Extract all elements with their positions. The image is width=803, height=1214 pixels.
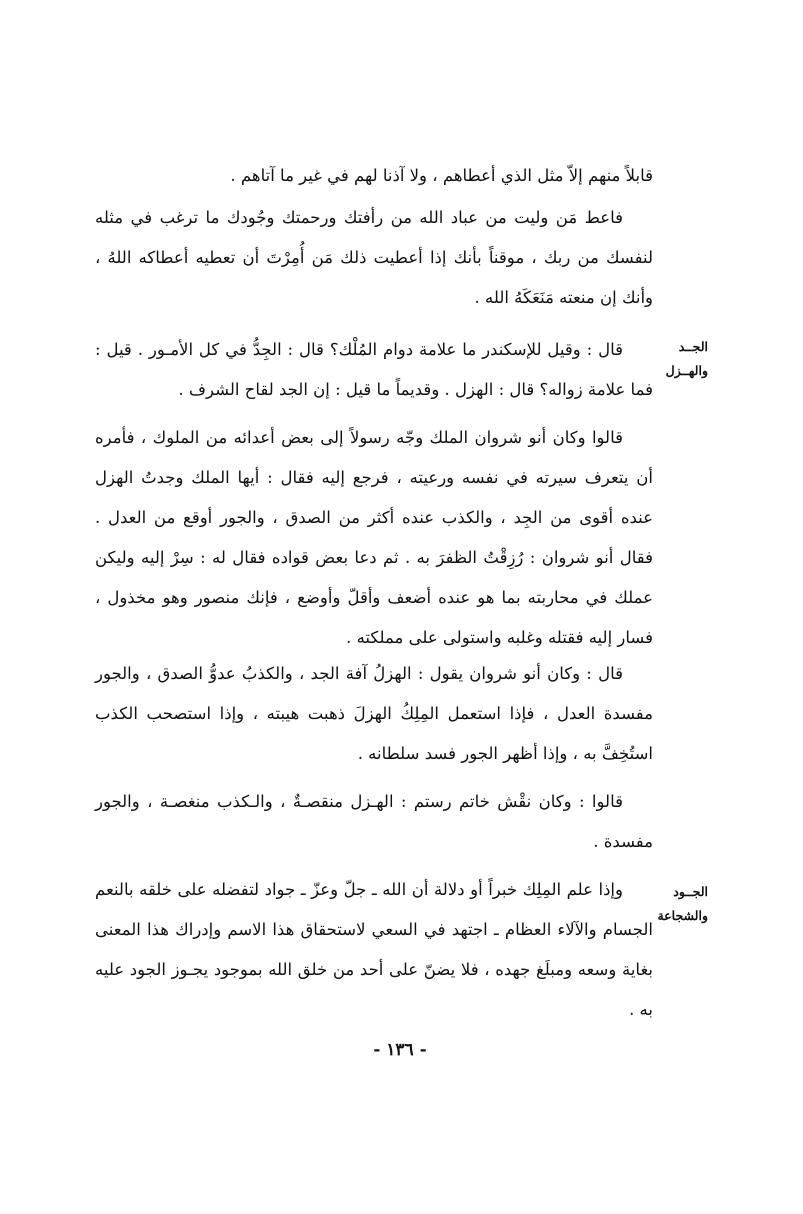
margin-note-line: والهــزل (665, 363, 708, 378)
paragraph-3: قال : وقيل للإسكندر ما علامة دوام المُلْك؟ قال : الجِدُّ في كل الأمـور . قيل : فما علامة زواله؟ قال : الهزل . وقديماً ما قيل : إن الجد لقاح الشرف . (95, 340, 653, 399)
page-number: - ١٣٦ - (373, 1040, 427, 1060)
paragraph-5: قال : وكان أنو شروان يقول : الهزلُ آفة الجد ، والكذبُ عدوُّ الصدق ، والجور مفسدة العدل ، فإذا استعمل المِلِكُ الهزلَ ذهبت هيبته ، وإذا استصحب الكذب استُخِفَّ به ، وإذا أظهر الجور فسد سلطانه . (95, 664, 653, 763)
paragraph-6: قالوا : وكان نقْش خاتم رستم : الهـزل منقصـةٌ ، والـكذب منغصـة ، والجور مفسدة . (95, 792, 653, 851)
paragraph-7: وإذا علم المِلِك خبراً أو دلالة أن الله ـ جلّ وعزّ ـ جواد لتفضله على خلقه بالنعم الجسام والآلاء العظام ـ اجتهد في السعي لاستحقاق هذا الاسم وإدراك هذا المعنى بغاية وسعه ومبلَغ جهده ، فلا يضنّ على أحد من خلق الله بموجود يجـوز الجود عليه به . (95, 880, 653, 1019)
paragraph-2: فاعط مَن وليت من عباد الله من رأفتك ورحمتك وجُودك ما ترغب في مثله لنفسك من ربك ، موقناً بأنك إذا أعطيت ذلك مَن أُمِرْتَ أن تعطيه أعطاكه اللهُ ، وأنك إن منعته مَنَعَكَهُ الله . (95, 208, 653, 307)
margin-note-line: الجــد (678, 339, 708, 354)
paragraph-1: قابلاً منهم إلاّ مثل الذي أعطاهم ، ولا آذنا لهم في غير ما آتاهم . (230, 166, 653, 185)
margin-note-line: والشجاعة (657, 908, 708, 923)
margin-note-seriousness (648, 335, 708, 383)
margin-note-generosity (648, 880, 708, 928)
margin-note-line: الجــود (673, 884, 708, 899)
paragraph-4: قالوا وكان أنو شروان الملك وجّه رسولاً إلى بعض أعدائه من الملوك ، فأمره أن يتعرف سيرته في نفسه ورعيته ، فرجع إليه فقال : أيها الملك وجدتُ الهزل عنده أقوى من الجِد ، والكذب عنده أكثر من الصدق ، والجور أوقع من العدل . فقال أنو شروان : رُزِقْتُ الظفرَ به . ثم دعا بعض قواده فقال له : سِرْ إليه وليكن عملك في محاربته بما هو عنده أضعف وأقلّ وأوضع ، فإنك منصور وهو مخذول ، فسار إليه فقتله وغلبه واستولى على مملكته . (95, 428, 653, 647)
